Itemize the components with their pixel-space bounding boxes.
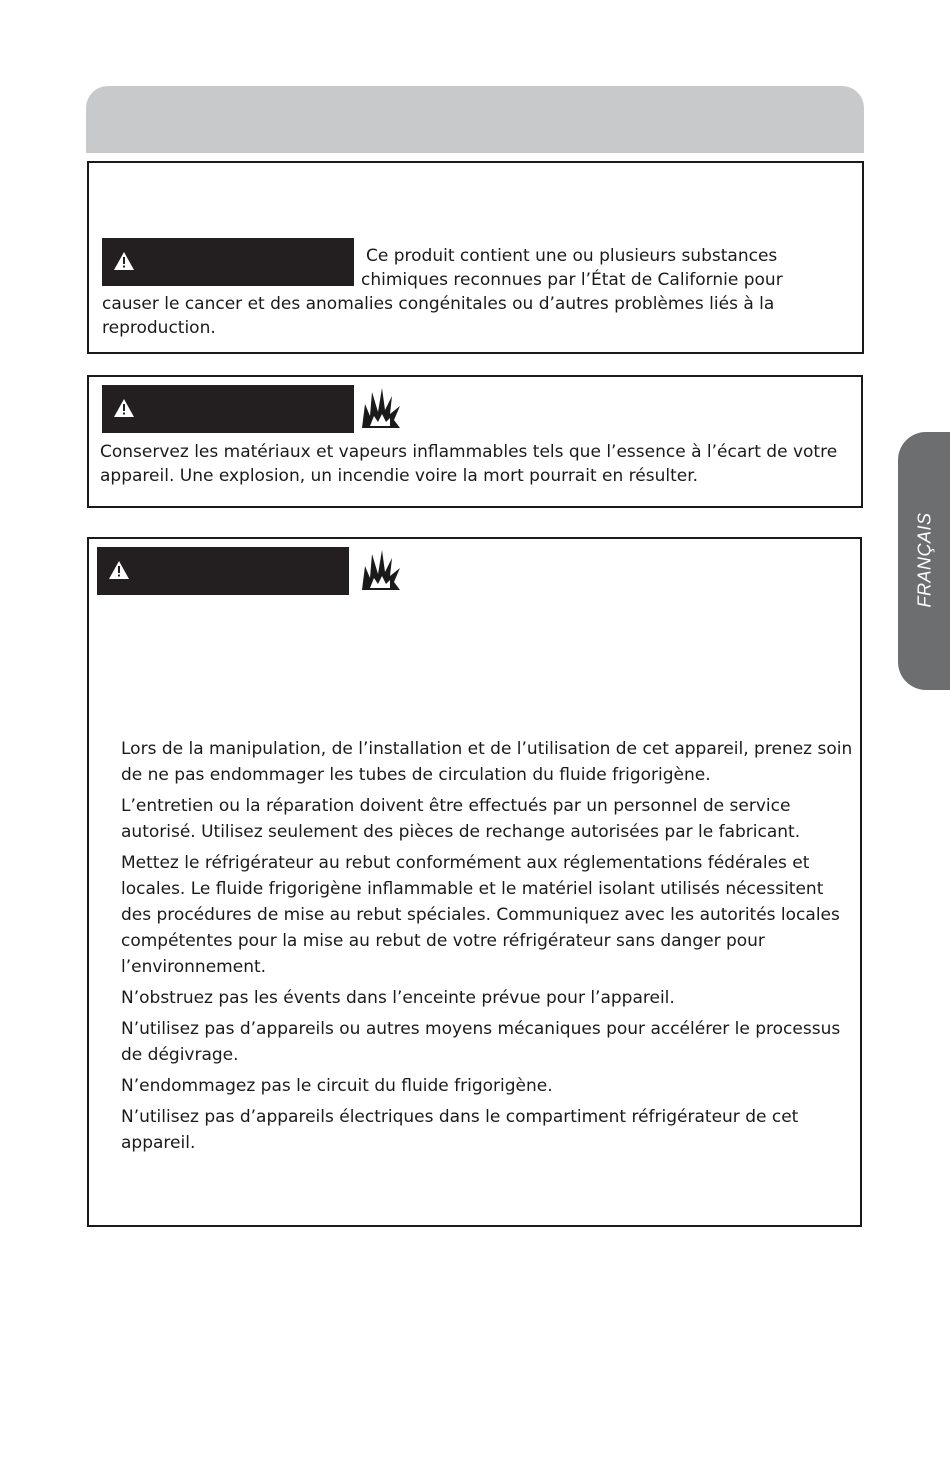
warning-triangle-icon	[114, 252, 134, 270]
explosion-icon	[360, 548, 402, 592]
list-item: N’endommagez pas le circuit du fluide frigorigène.	[121, 1076, 553, 1096]
warning-triangle-icon	[109, 561, 129, 579]
section-header-bar	[86, 86, 864, 153]
list-item: N’utilisez pas d’appareils électriques dans le compartiment réfrigérateur de cet appareil.	[121, 1107, 799, 1153]
warning-triangle-icon	[114, 399, 134, 417]
list-item: Mettez le réfrigérateur au rebut conformément aux réglementations fédérales et locales. Le fluide frigorigène inflammable et le matériel isolant utilisés nécessitent des procédures de mise au rebut spéciales. Communiquez avec les autorités locales compétentes pour la mise au rebut de votre réfrigérateur sans danger pour l’environnement.	[121, 853, 840, 977]
language-tab-label: FRANÇAIS	[914, 512, 935, 608]
list-item: N’obstruez pas les évents dans l’enceinte prévue pour l’appareil.	[121, 988, 675, 1008]
list-item: N’utilisez pas d’appareils ou autres moyens mécaniques pour accélérer le processus de dégivrage.	[121, 1019, 841, 1065]
flammable-text: Conservez les matériaux et vapeurs inflammables tels que l’essence à l’écart de votre appareil. Une explosion, un incendie voire la mort pourrait en résulter.	[100, 442, 838, 486]
prop65-text-line2: chimiques reconnues par l’État de Californie pour	[361, 270, 783, 290]
list-item: L’entretien ou la réparation doivent être effectués par un personnel de service autorisé. Utilisez seulement des pièces de rechange autorisées par le fabricant.	[121, 796, 801, 842]
prop65-text-rest: causer le cancer et des anomalies congénitales ou d’autres problèmes liés à la reproduction.	[102, 294, 775, 338]
warning-label	[102, 385, 354, 433]
warning-label	[102, 238, 354, 286]
explosion-icon	[360, 386, 402, 430]
list-item: Lors de la manipulation, de l’installation et de l’utilisation de cet appareil, prenez soin de ne pas endommager les tubes de circulation du fluide frigorigène.	[121, 739, 853, 785]
prop65-text-line1: Ce produit contient une ou plusieurs substances	[366, 246, 778, 266]
warning-label	[97, 547, 349, 595]
refrigerant-instructions-list	[121, 736, 856, 1161]
